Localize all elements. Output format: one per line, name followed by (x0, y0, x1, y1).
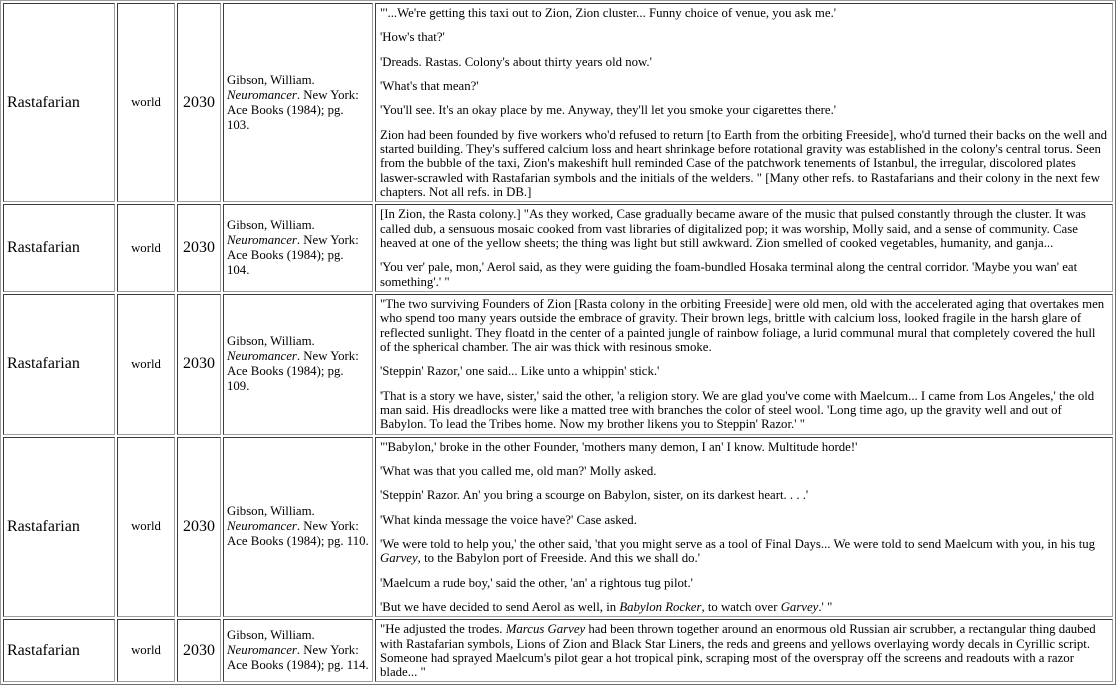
quote-paragraph: 'What kinda message the voice have?' Case asked. (380, 512, 637, 527)
quote-paragraph: "He adjusted the trodes. Marcus Garvey had been thrown together around an enormous old Russian air scrubber, a rectangular thing daubed with Rastafarian symbols, Lions of Zion and Black Star Liners, the reds and greens and yellows overlaying wordy decals in Cyrillic script. Someone had sprayed Maelcum's pilot gear a hot tropical pink, scraping most of the overspray off the screens and readouts with a razor blade... " (380, 622, 1096, 680)
quote-paragraph: 'That is a story we have, sister,' said the other, 'a religion story. We are glad you've come with Maelcum... I came from Los Angeles,' the old man said. His dreadlocks were like a matted tree with branches the color of steel wool. 'Long time ago, up the gravity well and out of Babylon. To lead the Tribes home. Now my brother likens you to Steppin' Razor.' " (380, 388, 1095, 432)
table-row (3, 294, 1113, 435)
quote-paragraph: 'Maelcum a rude boy,' said the other, 'an' a rightous tug pilot.' (380, 575, 693, 590)
quote-paragraph: Zion had been founded by five workers who'd refused to return [to Earth from the orbiting Freeside], who'd turned their backs on the well and started building. They's suffered calcium loss and heart shrinkage before rotational gravity was established in the colony's central torus. Seen from the bubble of the taxi, Zion's makeshift hull reminded Case of the patchwork tenements of Istanbul, the irregular, discolored plates laswer-scrawled with Rastafarian symbols and the initials of the welders. " [Many other refs. to Rastafarians and their colony in the next few chapters. Not all refs. in DB.] (380, 127, 1108, 199)
quote-paragraph: 'Steppin' Razor. An' you bring a scourge on Babylon, sister, on its darkest heart. . . .' (380, 488, 809, 503)
quote-cell (375, 619, 1113, 682)
quote-paragraph: "'...We're getting this taxi out to Zion, Zion cluster... Funny choice of venue, you ask me.' (380, 6, 837, 20)
category-cell: world (117, 294, 175, 435)
year-cell: 2030 (177, 437, 221, 618)
quote-paragraph: 'Steppin' Razor,' one said... Like unto a whippin' stick.' (380, 364, 660, 379)
year-cell: 2030 (177, 3, 221, 202)
term-cell: Rastafarian (3, 204, 115, 292)
quote-cell (375, 294, 1113, 435)
quote-paragraph: 'Dreads. Rastas. Colony's about thirty years old now.' (380, 54, 652, 69)
quote-paragraph: 'We were told to help you,' the other said, 'that you might serve as a tool of Final Days... We were told to send Maelcum with you, in his tug Garvey, to the Babylon port of Freeside. And this we shall do.' (380, 536, 1096, 566)
quote-paragraph: 'What was that you called me, old man?' Molly asked. (380, 463, 657, 478)
table-row (3, 619, 1113, 682)
term-cell: Rastafarian (3, 437, 115, 618)
term-cell: Rastafarian (3, 3, 115, 202)
quote-paragraph: 'But we have decided to send Aerol as well, in Babylon Rocker, to watch over Garvey.' " (380, 599, 833, 614)
term-cell: Rastafarian (3, 294, 115, 435)
table-row (3, 204, 1113, 292)
quote-paragraph: 'How's that?' (380, 30, 445, 45)
quote-paragraph: [In Zion, the Rasta colony.] "As they worked, Case gradually became aware of the music that pulsed constantly through the cluster. It was called dub, a sensuous mosaic cooked from vast libraries of digitalized pop; it was worship, Molly said, and a sense of community. Case heaved at one of the yellow sheets; the thing was light but still awkward. Zion smelled of cooked vegetables, humanity, and ganja... (380, 207, 1086, 250)
year-cell: 2030 (177, 204, 221, 292)
quote-paragraph: "'Babylon,' broke in the other Founder, 'mothers many demon, I an' I know. Multitude horde!' (380, 439, 858, 454)
table-row (3, 437, 1113, 618)
table-body (3, 3, 1113, 682)
citation-cell: Gibson, William. Neuromancer. New York: Ace Books (1984); pg. 104. (223, 204, 373, 292)
year-cell: 2030 (177, 619, 221, 682)
citation-cell: Gibson, William. Neuromancer. New York: Ace Books (1984); pg. 103. (223, 3, 373, 202)
term-cell: Rastafarian (3, 619, 115, 682)
quote-paragraph: 'You ver' pale, mon,' Aerol said, as they were guiding the foam-bundled Hosaka terminal along the central corridor. 'Maybe you wan' eat something'.' " (380, 260, 1078, 289)
citation-cell: Gibson, William. Neuromancer. New York: Ace Books (1984); pg. 110. (223, 437, 373, 618)
category-cell: world (117, 3, 175, 202)
quote-cell (375, 437, 1113, 618)
quote-cell (375, 3, 1113, 202)
quote-paragraph: 'You'll see. It's an okay place by me. Anyway, they'll let you smoke your cigarettes there.' (380, 103, 837, 118)
citation-cell: Gibson, William. Neuromancer. New York: Ace Books (1984); pg. 114. (223, 619, 373, 682)
quote-paragraph: "The two surviving Founders of Zion [Rasta colony in the orbiting Freeside] were old men, old with the accelerated aging that overtakes men who spend too many years outside the embrace of gravity. Their brown legs, brittle with calcium loss, looked fragile in the harsh glare of reflected sunlight. They floatd in the center of a painted jungle of rainbow foliage, a lurid communal mural that completely covered the hull of the spherical chamber. The air was thick with resinous smoke. (380, 296, 1105, 354)
year-cell: 2030 (177, 294, 221, 435)
citation-cell: Gibson, William. Neuromancer. New York: Ace Books (1984); pg. 109. (223, 294, 373, 435)
quote-paragraph: 'What's that mean?' (380, 78, 479, 93)
table-row (3, 3, 1113, 202)
category-cell: world (117, 619, 175, 682)
quote-cell (375, 204, 1113, 292)
category-cell: world (117, 204, 175, 292)
category-cell: world (117, 437, 175, 618)
